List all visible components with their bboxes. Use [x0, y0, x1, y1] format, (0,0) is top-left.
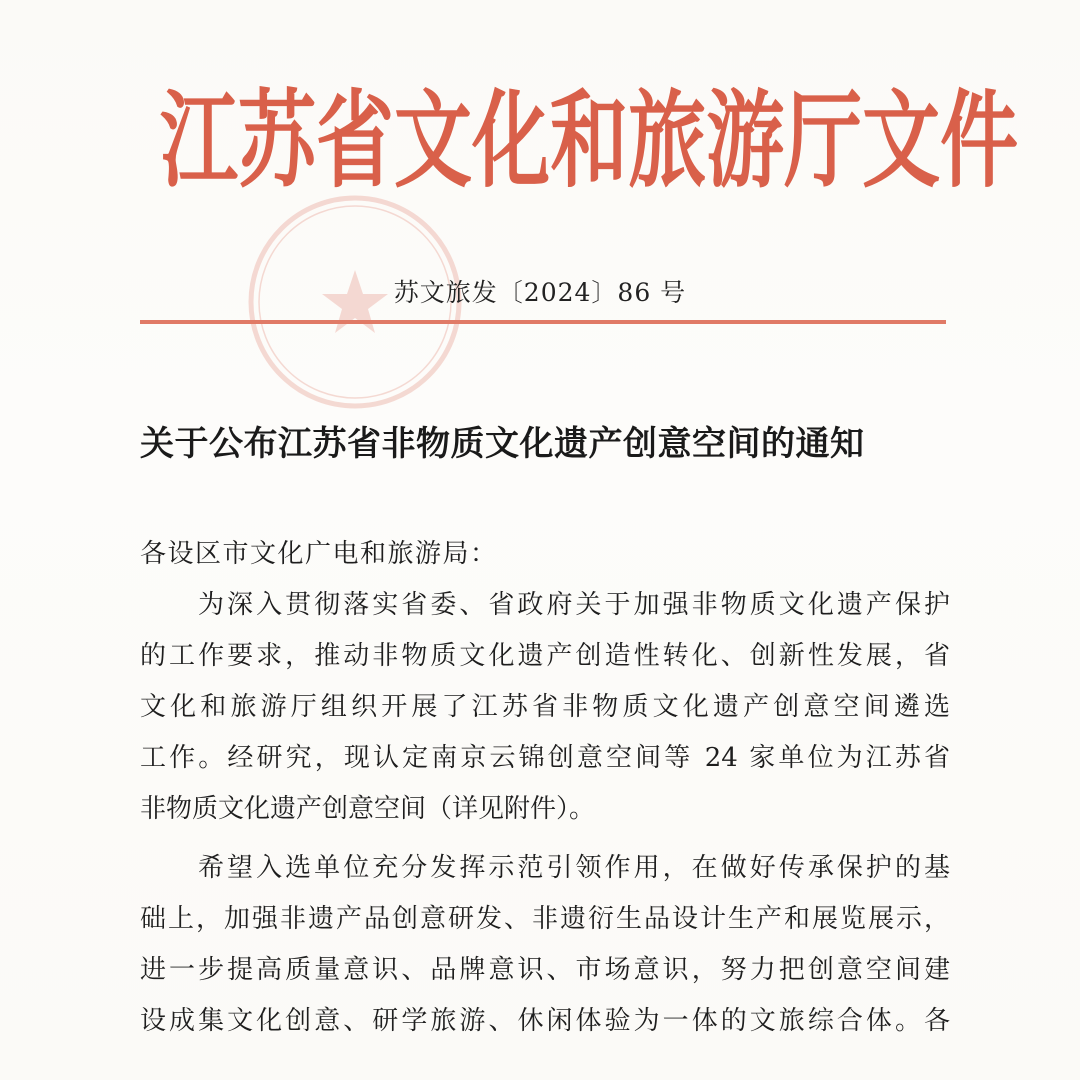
text-line: 为深入贯彻落实省委、省政府关于加强非物质文化遗产保护: [198, 590, 950, 620]
masthead-title: [160, 81, 1019, 203]
text-line: 希望入选单位充分发挥示范引领作用，在做好传承保护的基: [198, 853, 950, 883]
masthead-char: 化: [472, 81, 551, 203]
body-paragraph-2: [140, 843, 950, 1047]
masthead-char: 旅: [628, 81, 707, 203]
text-line: 设成集文化创意、研学旅游、休闲体验为一体的文旅综合体。各: [140, 1006, 950, 1036]
text-line: 文化和旅游厅组织开展了江苏省非物质文化遗产创意空间遴选: [140, 692, 950, 722]
masthead-char: 件: [940, 81, 1019, 203]
salutation: 各设区市文化广电和旅游局：: [140, 539, 498, 569]
masthead-char: 厅: [784, 81, 863, 203]
document-number: 苏文旅发〔2024〕86 号: [393, 278, 687, 307]
body-paragraph-1: [140, 580, 950, 835]
document-title: 关于公布江苏省非物质文化遗产创意空间的通知: [140, 424, 865, 464]
text-line: 非物质文化遗产创意空间（详见附件）。: [140, 794, 596, 824]
text-line: 进一步提高质量意识、品牌意识、市场意识，努力把创意空间建: [140, 955, 950, 985]
text-line: 础上，加强非遗产品创意研发、非遗衍生品设计生产和展览展示，: [140, 904, 950, 934]
masthead-char: 游: [706, 81, 785, 203]
red-divider: [140, 320, 946, 324]
masthead-char: 文: [394, 81, 473, 203]
masthead-char: 江: [160, 81, 239, 203]
masthead-char: 苏: [238, 81, 317, 203]
text-line: 的工作要求，推动非物质文化遗产创造性转化、创新性发展，省: [140, 641, 950, 671]
masthead-char: 和: [550, 81, 629, 203]
masthead-char: 文: [862, 81, 941, 203]
masthead-char: 省: [316, 81, 395, 203]
text-line: 工作。经研究，现认定南京云锦创意空间等 24 家单位为江苏省: [140, 743, 950, 773]
